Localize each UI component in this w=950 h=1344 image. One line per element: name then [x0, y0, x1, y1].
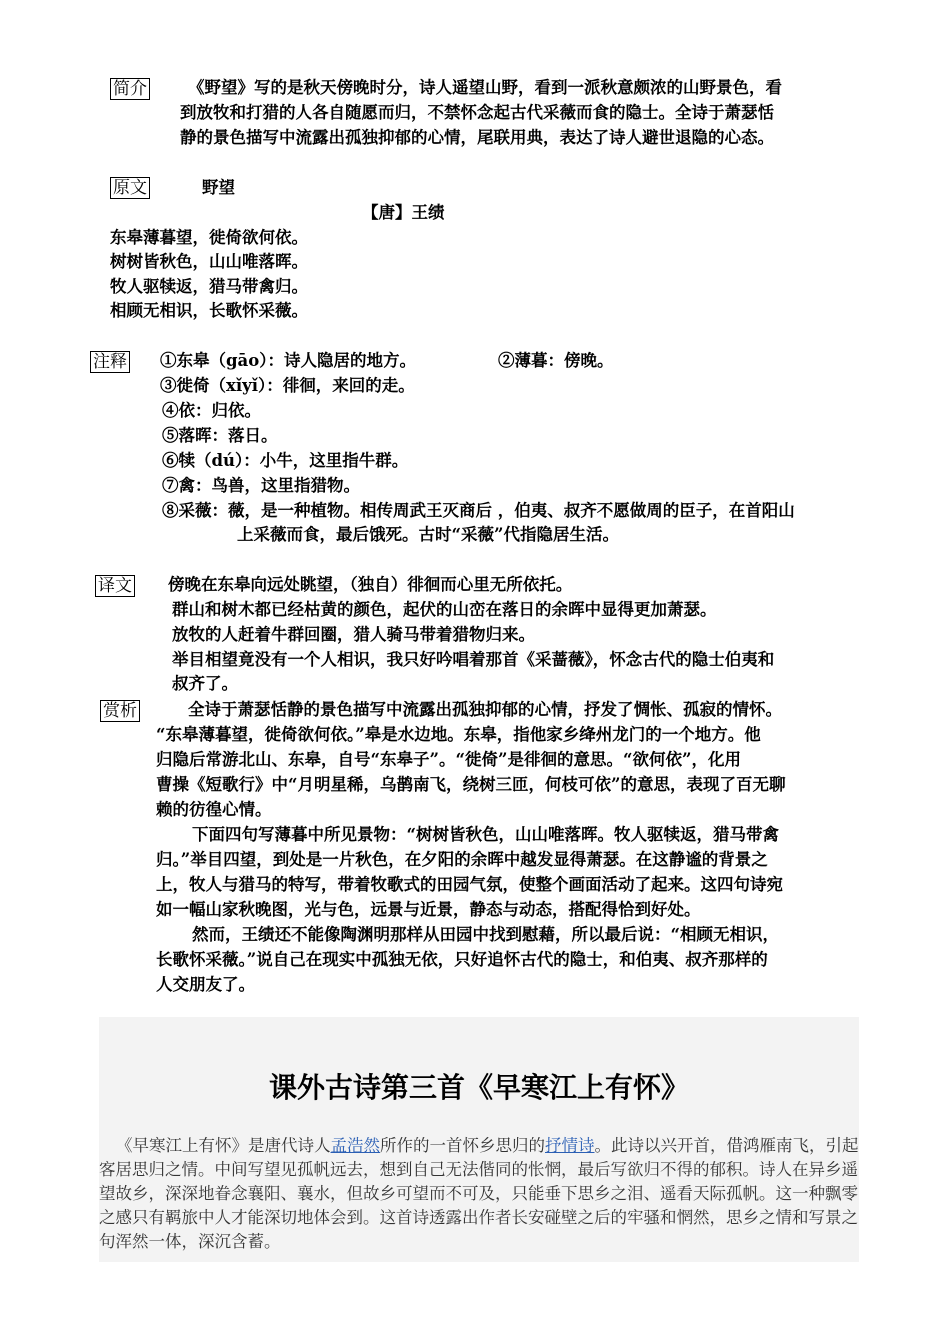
- poem-author: 【唐】王绩: [362, 203, 445, 222]
- appreciation-p1-line-2: “东皋薄暮望，徙倚欲何依。”皋是水边地。东皋，指他家乡绛州龙门的一个地方。他: [156, 725, 761, 744]
- intro-line-1: 《野望》写的是秋天傍晚时分，诗人遥望山野，看到一派秋意颇浓的山野景色，看: [188, 78, 782, 97]
- appreciation-p2-line-4: 如一幅山家秋晚图，光与色，远景与近景，静态与动态，搭配得恰到好处。: [156, 900, 701, 919]
- appreciation-p2-line-3: 上，牧人与猎马的特写，带着牧歌式的田园气氛，使整个画面活动了起来。这四句诗宛: [156, 875, 783, 894]
- poem-line-2: 树树皆秋色，山山唯落晖。: [110, 252, 308, 271]
- translation-line-1: 傍晚在东皋向远处眺望，（独自）徘徊而心里无所依托。: [168, 575, 573, 594]
- label-intro: 简介: [110, 78, 150, 100]
- label-translation: 译文: [95, 575, 135, 597]
- appreciation-p1-first: 全诗于萧瑟恬静的景色描写中流露出孤独抑郁的心情，抒发了惆怅、孤寂的情怀。: [188, 700, 782, 719]
- genre-link[interactable]: 抒情诗: [545, 1136, 595, 1155]
- appreciation-p3-first: 然而，王绩还不能像陶渊明那样从田园中找到慰藉，所以最后说：“相顾无相识，: [192, 925, 779, 944]
- appreciation-p1-line-4: 曹操《短歌行》中“月明星稀，乌鹊南飞，绕树三匝，何枝可依”的意思，表现了百无聊: [156, 775, 786, 794]
- note-3: ③徙倚（xǐyǐ）：徘徊，来回的走。: [160, 376, 415, 395]
- section2-intro-part1: 《早寒江上有怀》是唐代诗人: [116, 1136, 331, 1155]
- translation-line-4: 举目相望竟没有一个人相识，我只好吟唱着那首《采蔷薇》，怀念古代的隐士伯夷和: [172, 650, 775, 669]
- intro-line-3: 静的景色描写中流露出孤独抑郁的心情，尾联用典，表达了诗人避世退隐的心态。: [180, 128, 774, 147]
- poem-title: 野望: [202, 178, 235, 197]
- label-notes: 注释: [90, 351, 130, 373]
- intro-line-2: 到放牧和打猎的人各自随愿而归，不禁怀念起古代采薇而食的隐士。全诗于萧瑟恬: [180, 103, 774, 122]
- translation-line-5: 叔齐了。: [172, 674, 238, 693]
- poet-link[interactable]: 孟浩然: [330, 1136, 380, 1155]
- section2-intro-part3: 。此诗以兴开首，借鸿雁南飞，引起客居思归之情。中间写望见孤帆远去，想到自己无法偕同的怅惘，最后写欲归不得的郁积。诗人在异乡遥望故乡，深深地眷念襄阳、襄水，但故乡可望而不可及，只能垂下思乡之泪、遥看天际孤帆。这一种飘零之感只有羁旅中人才能深切地体会到。这首诗透露出作者长安碰壁之后的牢骚和惘然，思乡之情和写景之句浑然一体，深沉含蓄。: [99, 1136, 859, 1251]
- poem-line-4: 相顾无相识，长歌怀采薇。: [110, 301, 308, 320]
- note-2: ②薄暮：傍晚。: [498, 351, 614, 370]
- appreciation-p2-first: 下面四句写薄暮中所见景物：“树树皆秋色，山山唯落晖。牧人驱犊返，猎马带禽: [192, 825, 779, 844]
- appreciation-p1-line-3: 归隐后常游北山、东皋，自号“东皋子”。“徙倚”是徘徊的意思。“欲何依”，化用: [156, 750, 741, 769]
- note-1: ①东皋（gāo）：诗人隐居的地方。: [160, 351, 416, 370]
- appreciation-p1-line-5: 赖的彷徨心情。: [156, 800, 272, 819]
- note-7: ⑦禽：鸟兽，这里指猎物。: [162, 476, 360, 495]
- translation-line-3: 放牧的人赶着牛群回圈，猎人骑马带着猎物归来。: [172, 625, 535, 644]
- note-8-line-2: 上采薇而食，最后饿死。古时“采薇”代指隐居生活。: [237, 525, 619, 544]
- label-original: 原文: [110, 177, 150, 199]
- poem-line-3: 牧人驱犊返，猎马带禽归。: [110, 277, 308, 296]
- note-8-line-1: ⑧采薇：薇，是一种植物。相传周武王灭商后 ，伯夷、叔齐不愿做周的臣子，在首阳山: [162, 501, 795, 520]
- section2-intro-part2: 所作的一首怀乡思归的: [380, 1136, 545, 1155]
- note-4: ④依：归依。: [162, 401, 261, 420]
- section2-intro: [99, 1134, 859, 1254]
- label-appreciation: 赏析: [100, 700, 140, 722]
- appreciation-p2-line-2: 归。”举目四望，到处是一片秋色，在夕阳的余晖中越发显得萧瑟。在这静谧的背景之: [156, 850, 768, 869]
- translation-line-2: 群山和树木都已经枯黄的颜色，起伏的山峦在落日的余晖中显得更加萧瑟。: [172, 600, 717, 619]
- note-5: ⑤落晖：落日。: [162, 426, 278, 445]
- appreciation-p3-line-2: 长歌怀采薇。”说自己在现实中孤独无依，只好追怀古代的隐士，和伯夷、叔齐那样的: [156, 950, 768, 969]
- poem-line-1: 东皋薄暮望，徙倚欲何依。: [110, 228, 308, 247]
- appreciation-p3-line-3: 人交朋友了。: [156, 975, 255, 994]
- section2-heading: 课外古诗第三首《早寒江上有怀》: [268, 1071, 689, 1104]
- note-6: ⑥犊（dú）：小牛，这里指牛群。: [162, 451, 409, 470]
